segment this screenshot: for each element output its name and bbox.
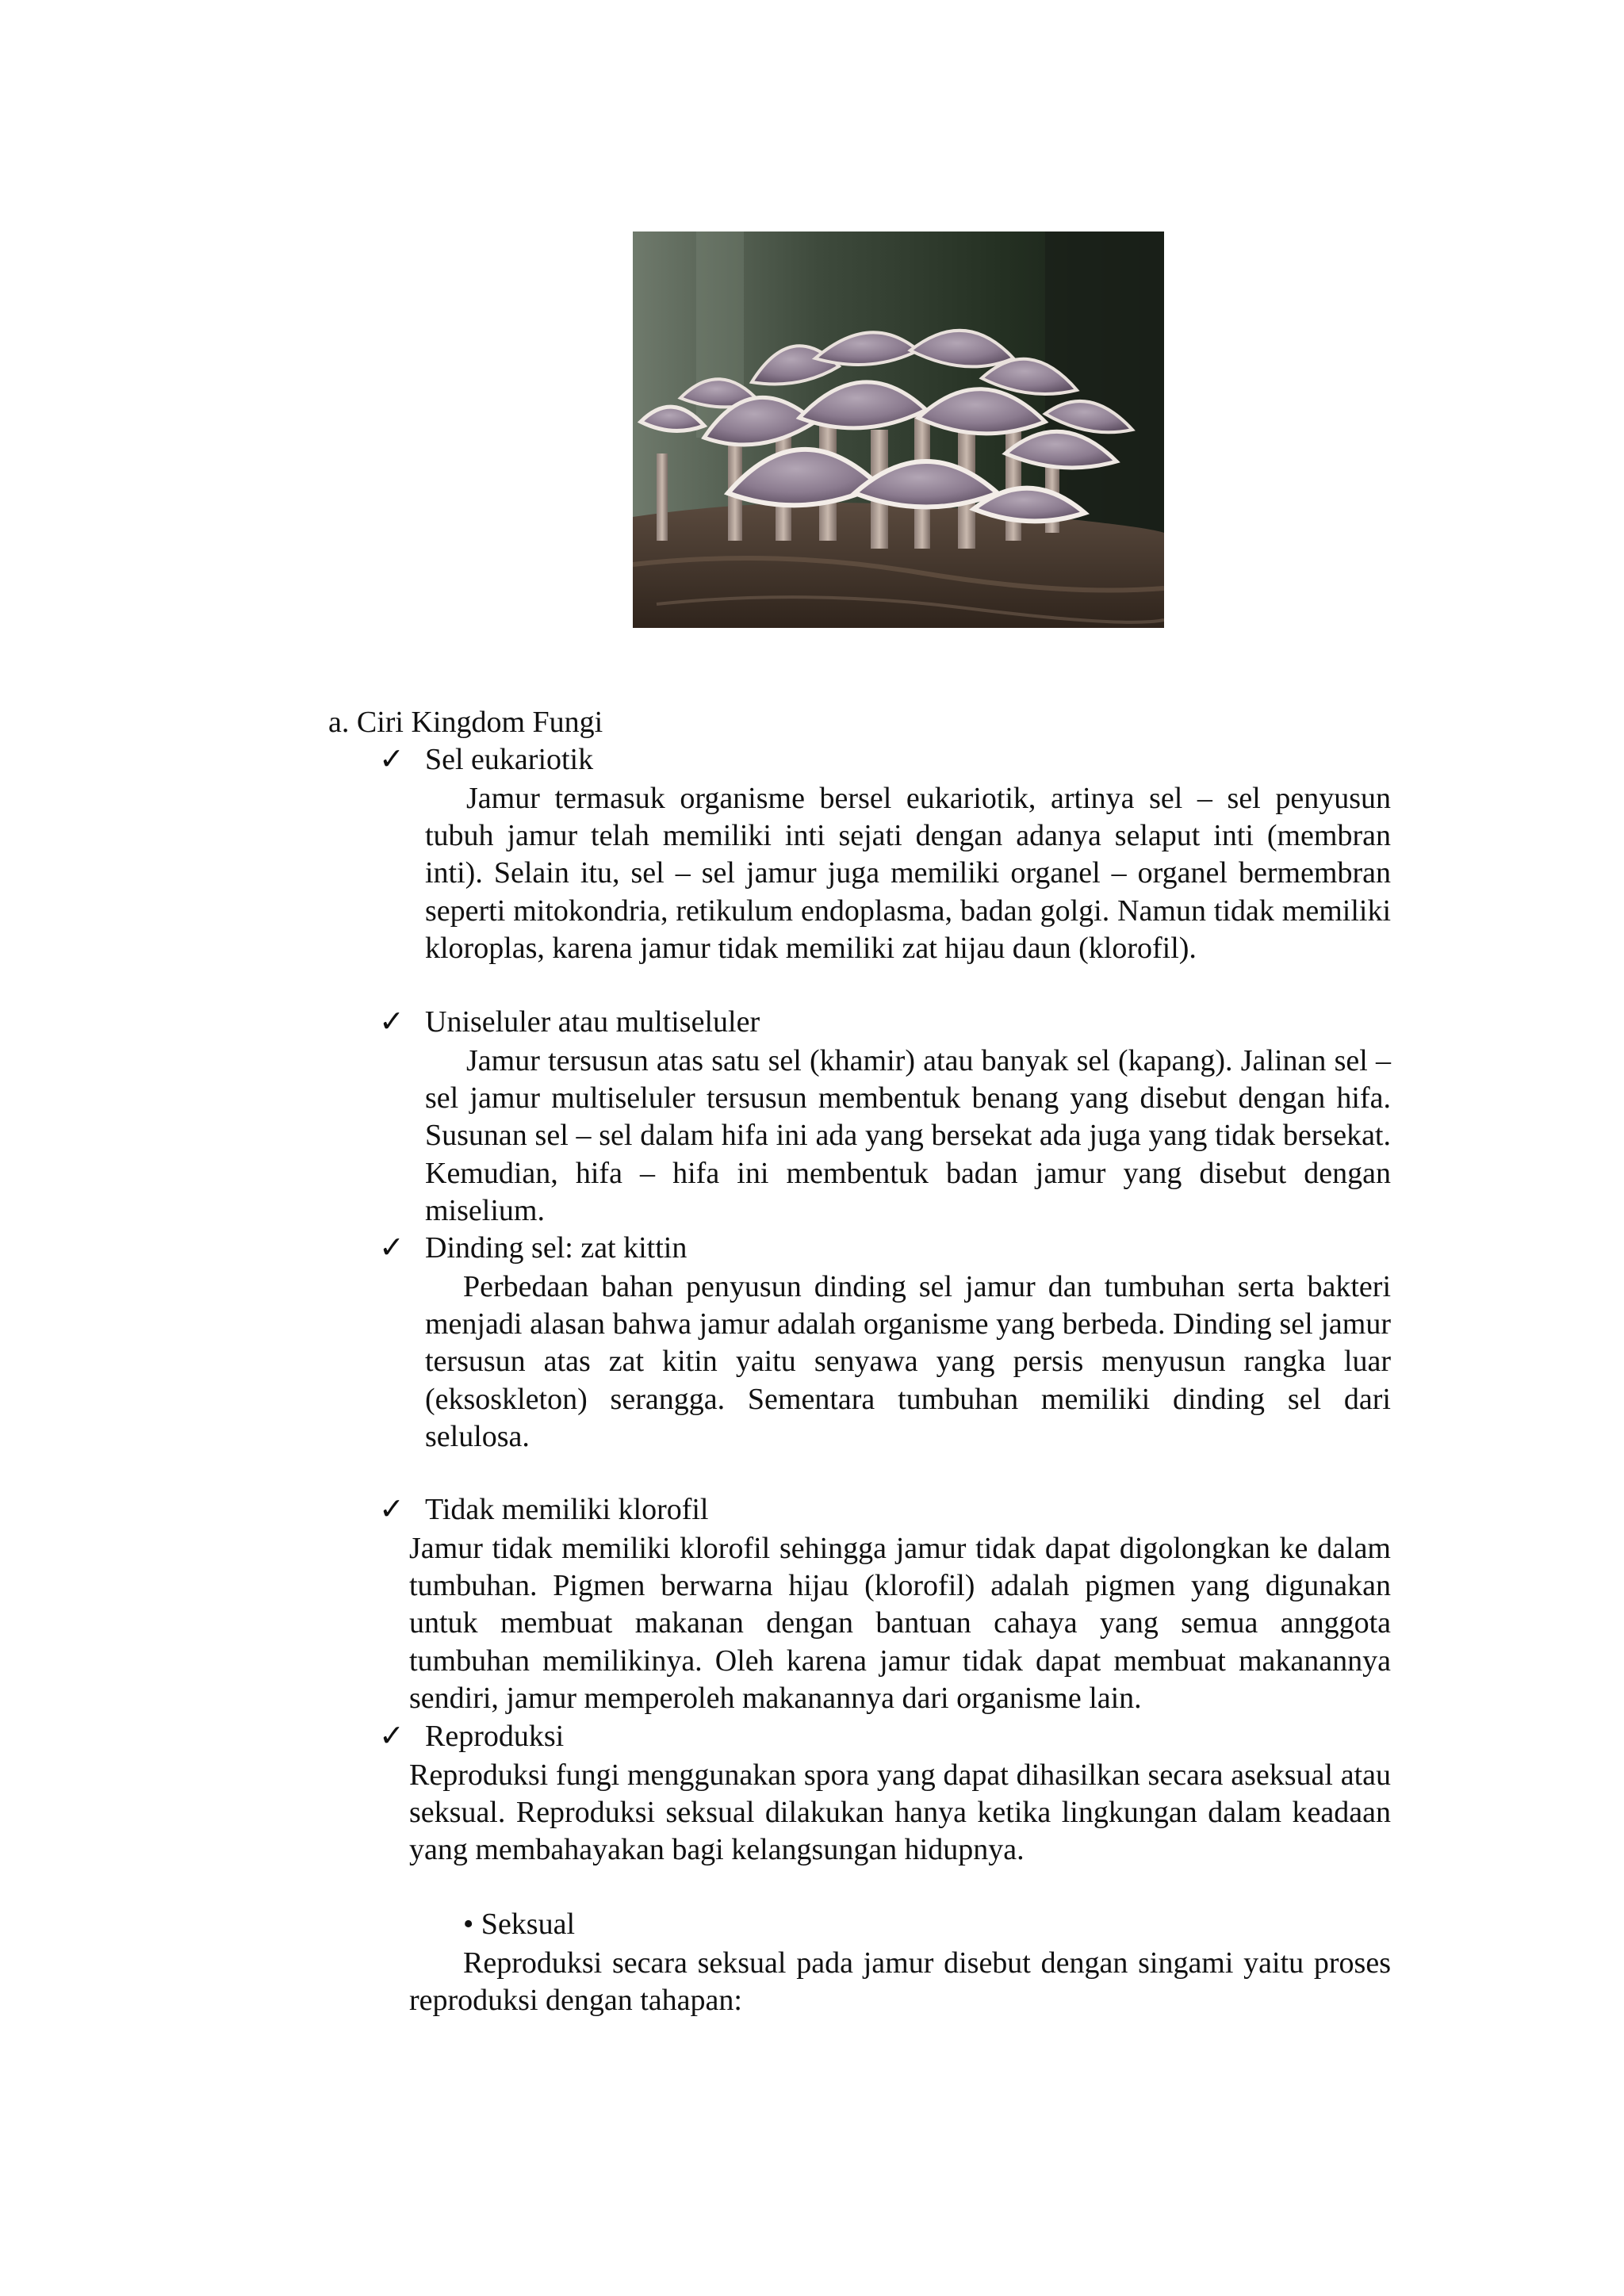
item-text-klorofil: Jamur tidak memiliki klorofil sehingga jamur tidak dapat digolongkan ke dalam tumbuhan. Pigmen berwarna hijau (klorofil) adalah pigmen yang digunakan untuk membuat makanan dengan bantuan cahaya yang semua annggota tumbuhan memilikinya. Oleh karena jamur tidak dapat membuat makanannya sendiri, jamur memperoleh makanannya dari organisme lain. [409, 1532, 1391, 1715]
item-title-uniseluler: ✓ Uniseluler atau multiseluler [379, 1004, 760, 1041]
item-title-klorofil: ✓ Tidak memiliki klorofil [379, 1491, 709, 1529]
item-text-reproduksi: Reproduksi fungi menggunakan spora yang dapat dihasilkan secara aseksual atau seksual. Reproduksi seksual dilakukan hanya ketika lingkungan dalam keadaan yang membahayakan bagi kelangsungan hidupnya. [409, 1758, 1391, 1867]
checkmark-icon: ✓ [379, 743, 404, 776]
item-text-uniseluler: Jamur tersusun atas satu sel (khamir) atau banyak sel (kapang). Jalinan sel – sel jamur multiseluler tersusun membentuk benang yang disebut dengan hifa. Susunan sel – sel dalam hifa ini ada yang bersekat ada juga yang tidak bersekat. Kemudian, hifa – hifa ini membentuk badan jamur yang disebut dengan miselium. [425, 1044, 1391, 1227]
sub-bullet-seksual: • Seksual [463, 1908, 576, 1941]
checkmark-icon: ✓ [379, 1005, 404, 1039]
sub-text-seksual: Reproduksi secara seksual pada jamur disebut dengan singami yaitu proses reproduksi dengan tahapan: [409, 1946, 1391, 2018]
item-title-reproduksi: ✓ Reproduksi [379, 1718, 564, 1755]
checkmark-icon: ✓ [379, 1231, 404, 1265]
item-title-dinding-sel: ✓ Dinding sel: zat kittin [379, 1230, 687, 1267]
item-text-sel-eukariotik: Jamur termasuk organisme bersel eukariotik, artinya sel – sel penyusun tubuh jamur telah memiliki inti sejati dengan adanya selaput inti (membran inti). Selain itu, sel – sel jamur juga memiliki organel – organel bermembran seperti mitokondria, retikulum endoplasma, badan golgi. Namun tidak memiliki kloroplas, karena jamur tidak memiliki zat hijau daun (klorofil). [425, 782, 1391, 965]
item-title-sel-eukariotik: ✓ Sel eukariotik [379, 741, 593, 779]
section-heading: a. Ciri Kingdom Fungi [328, 706, 603, 739]
checkmark-icon: ✓ [379, 1720, 404, 1753]
checkmark-icon: ✓ [379, 1493, 404, 1526]
item-text-dinding-sel: Perbedaan bahan penyusun dinding sel jamur dan tumbuhan serta bakteri menjadi alasan bahwa jamur adalah organisme yang berbeda. Dinding sel jamur tersusun atas zat kitin yaitu senyawa yang persis menyusun rangka luar (eksoskleton) serangga. Sementara tumbuhan memiliki dinding sel dari selulosa. [425, 1270, 1391, 1453]
